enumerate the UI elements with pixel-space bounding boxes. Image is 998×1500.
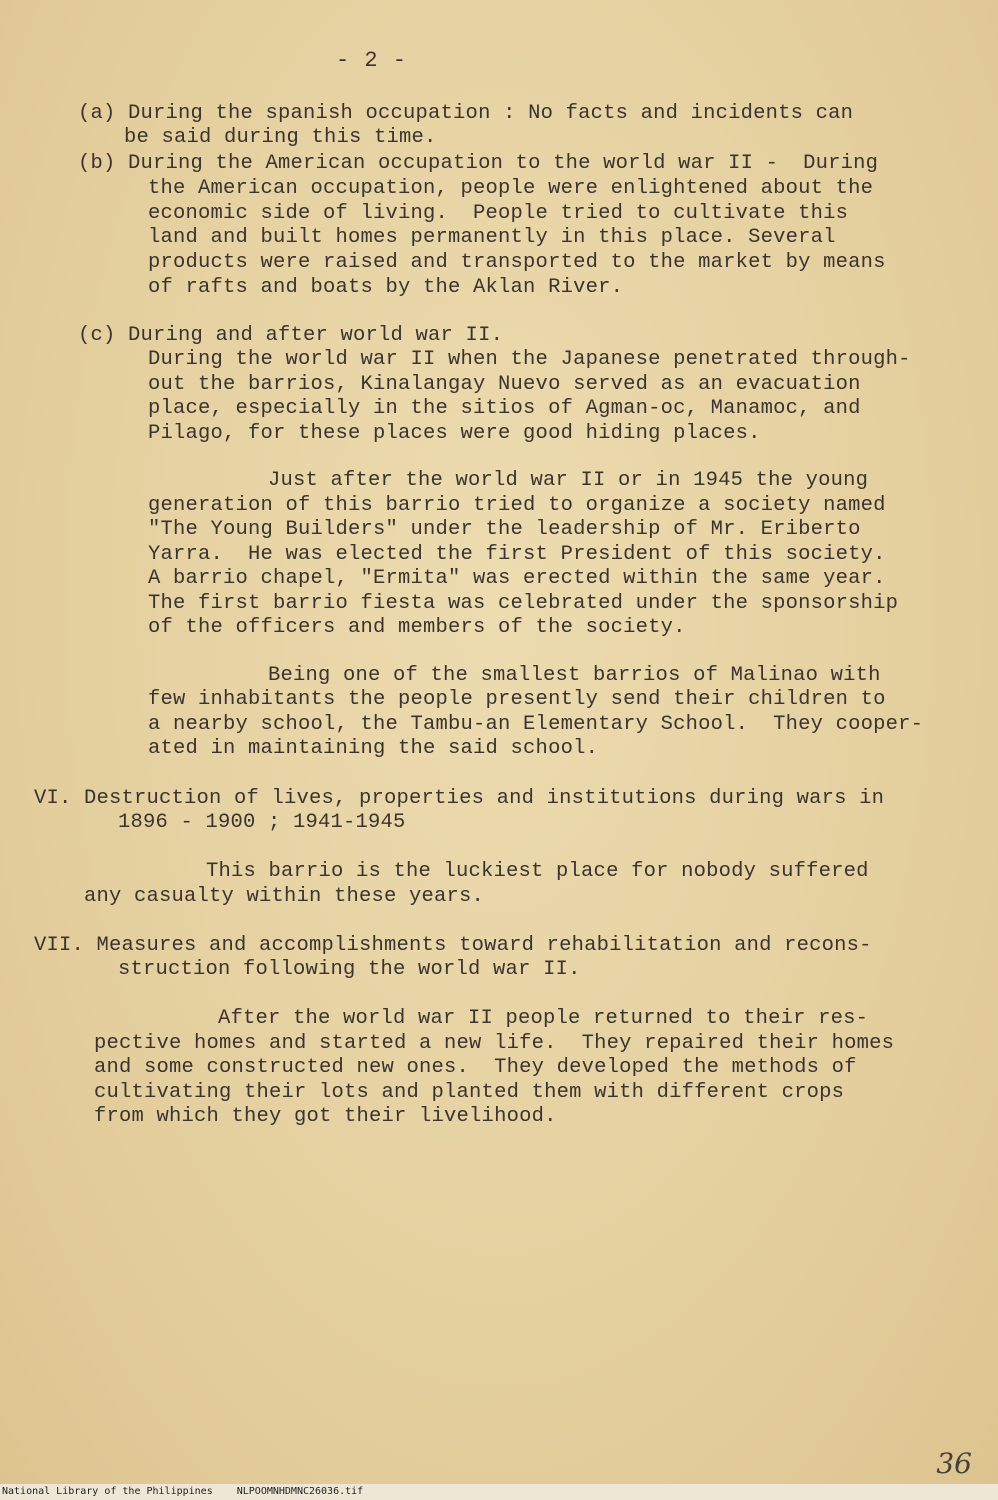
handwritten-page-number: 36 bbox=[936, 1447, 972, 1480]
text-line: out the barrios, Kinalangay Nuevo served as an evacuation bbox=[148, 373, 861, 396]
text-line: place, especially in the sitios of Agman-oc, Manamoc, and bbox=[148, 397, 861, 420]
text-line: (a) During the spanish occupation : No facts and incidents can bbox=[78, 102, 854, 125]
text-line: pective homes and started a new life. They repaired their homes bbox=[94, 1032, 895, 1055]
text-line: This barrio is the luckiest place for nobody suffered bbox=[206, 860, 869, 883]
text-line: struction following the world war II. bbox=[118, 958, 581, 981]
scan-footer bbox=[0, 1484, 998, 1500]
text-line: VII. Measures and accomplishments toward rehabilitation and recons- bbox=[34, 934, 872, 957]
text-line: of rafts and boats by the Aklan River. bbox=[148, 276, 624, 299]
text-line: cultivating their lots and planted them with different crops bbox=[94, 1081, 845, 1104]
text-line: The first barrio fiesta was celebrated under the sponsorship bbox=[148, 592, 899, 615]
text-line: land and built homes permanently in this place. Several bbox=[148, 226, 836, 249]
text-line: Pilago, for these places were good hiding places. bbox=[148, 422, 761, 445]
text-line: ated in maintaining the said school. bbox=[148, 737, 599, 760]
text-line: be said during this time. bbox=[124, 126, 437, 149]
text-line: economic side of living. People tried to cultivate this bbox=[148, 202, 849, 225]
text-line: from which they got their livelihood. bbox=[94, 1105, 557, 1128]
text-line: few inhabitants the people presently send their children to bbox=[148, 688, 886, 711]
text-line: products were raised and transported to the market by means bbox=[148, 251, 886, 274]
text-line: generation of this barrio tried to organize a society named bbox=[148, 494, 886, 517]
text-line: During the world war II when the Japanese penetrated through- bbox=[148, 348, 911, 371]
text-line: the American occupation, people were enlightened about the bbox=[148, 177, 874, 200]
text-line: (b) During the American occupation to the world war II - During bbox=[78, 152, 879, 175]
text-line: VI. Destruction of lives, properties and institutions during wars in bbox=[34, 787, 885, 810]
file-name: NLPOOMNHDMNC26036.tif bbox=[236, 1486, 364, 1497]
text-line: Yarra. He was elected the first President of this society. bbox=[148, 543, 886, 566]
text-line: 1896 - 1900 ; 1941-1945 bbox=[118, 811, 406, 834]
text-line: a nearby school, the Tambu-an Elementary School. They cooper- bbox=[148, 713, 924, 736]
text-line: Being one of the smallest barrios of Malinao with bbox=[268, 664, 881, 687]
text-line: and some constructed new ones. They developed the methods of bbox=[94, 1056, 857, 1079]
page-number: - 2 - bbox=[336, 48, 408, 73]
text-line: of the officers and members of the society. bbox=[148, 616, 686, 639]
text-line: A barrio chapel, "Ermita" was erected within the same year. bbox=[148, 567, 886, 590]
text-line: Just after the world war II or in 1945 the young bbox=[268, 469, 869, 492]
text-line: After the world war II people returned to their res- bbox=[218, 1007, 869, 1030]
text-line: any casualty within these years. bbox=[84, 885, 485, 908]
text-line: "The Young Builders" under the leadership of Mr. Eriberto bbox=[148, 518, 861, 541]
text-line: (c) During and after world war II. bbox=[78, 324, 504, 347]
library-name: National Library of the Philippines bbox=[2, 1486, 213, 1497]
